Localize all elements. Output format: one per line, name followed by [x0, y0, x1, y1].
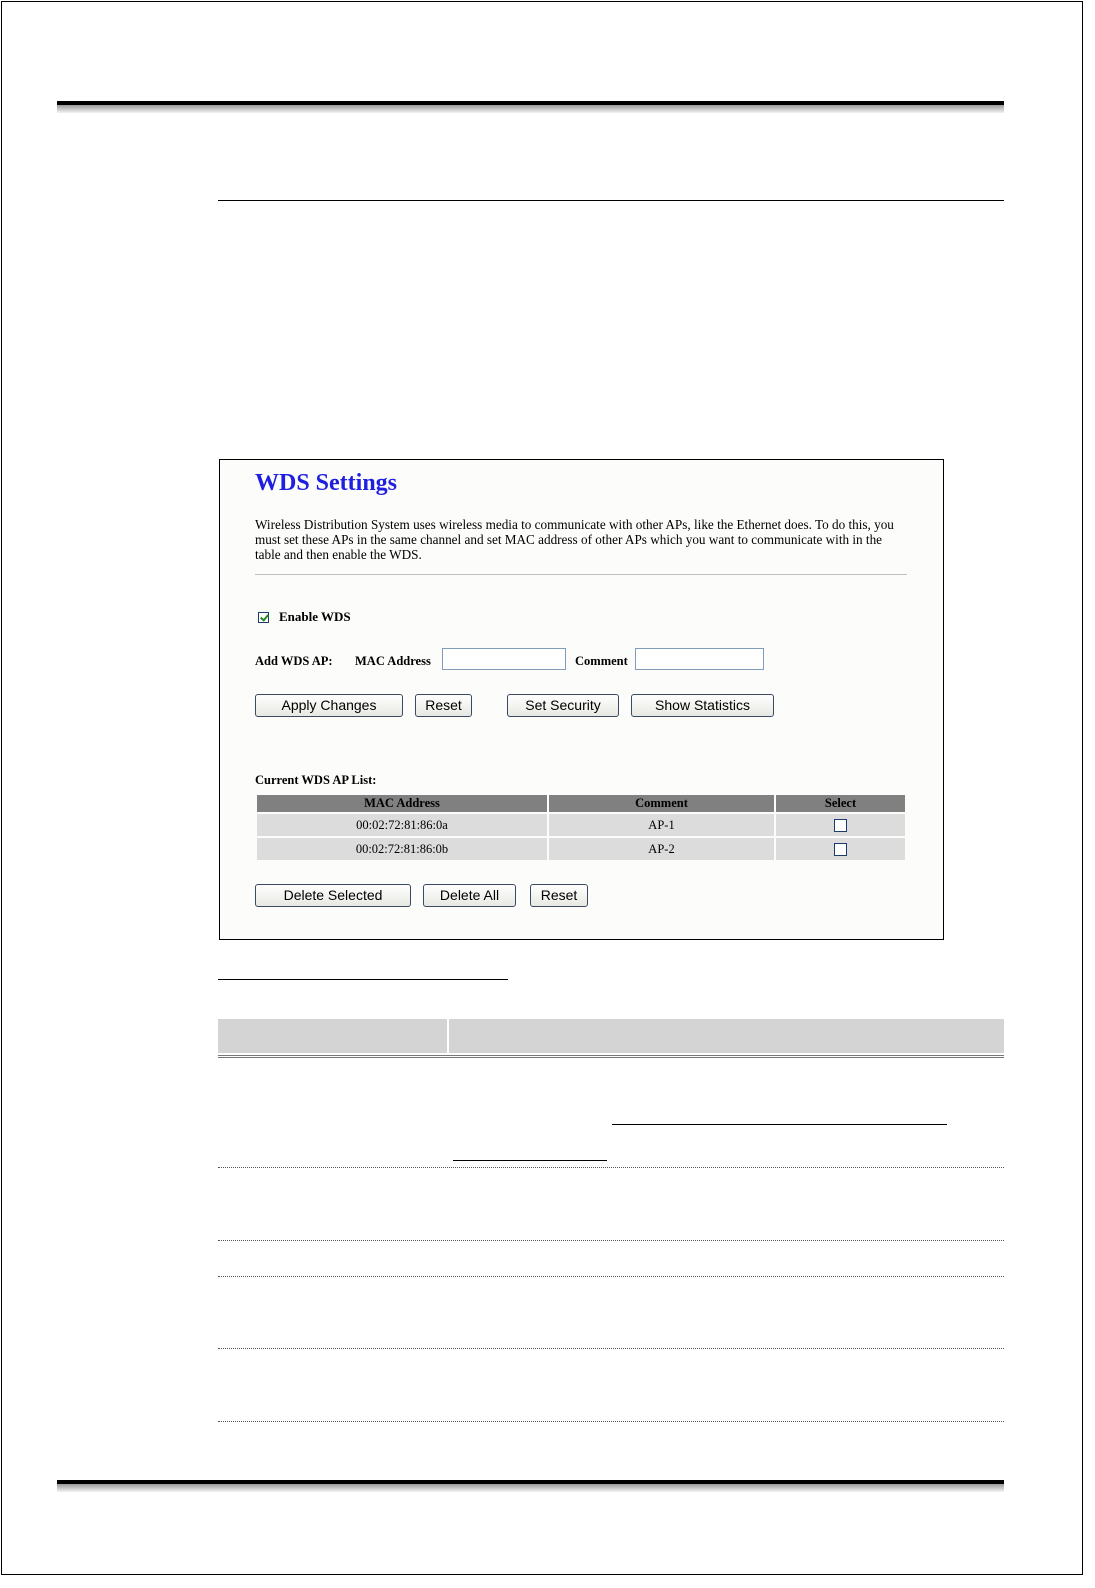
header-rule-shadow: [57, 105, 1004, 113]
footer-rule-shadow: [57, 1484, 1004, 1492]
add-wds-ap-row: [255, 648, 815, 672]
row-comment: AP-1: [549, 814, 774, 836]
mac-address-input[interactable]: [442, 648, 566, 670]
table-row-rule: [218, 1276, 1004, 1277]
row-comment: AP-2: [549, 838, 774, 860]
row-select-cell: [776, 838, 905, 860]
table-row-rule: [218, 1421, 1004, 1422]
set-security-button[interactable]: Set Security: [507, 694, 619, 717]
show-statistics-button[interactable]: Show Statistics: [631, 694, 774, 717]
wds-ap-table: [255, 793, 907, 862]
table-row-rule: [218, 1167, 1004, 1168]
current-wds-ap-list-label: Current WDS AP List:: [255, 773, 377, 787]
wds-settings-panel: [219, 459, 944, 940]
description-header-cell: [449, 1019, 1004, 1053]
comment-input[interactable]: [635, 648, 764, 670]
enable-wds-row: [258, 609, 351, 625]
row-mac-address: 00:02:72:81:86:0b: [257, 838, 547, 860]
column-header-comment: Comment: [549, 795, 774, 812]
row-select-cell: [776, 814, 905, 836]
table-header-row: [257, 795, 905, 812]
description-text: Wireless Distribution System uses wireless media to communicate with other APs, like the Ethernet does. To do this, you must set these APs in the same channel and set MAC address of other APs which you want to communicate with in the table and then enable the WDS.: [255, 517, 894, 562]
delete-all-button[interactable]: Delete All: [423, 884, 516, 907]
table-row-rule: [218, 1240, 1004, 1241]
parameter-table-header: [218, 1019, 1004, 1053]
column-header-mac: MAC Address: [257, 795, 547, 812]
panel-divider: [255, 574, 907, 575]
comment-label: Comment: [575, 654, 628, 668]
bottom-reset-button[interactable]: Reset: [530, 884, 588, 907]
table-row: [257, 838, 905, 860]
table-row: [257, 814, 905, 836]
parameter-header-cell: [218, 1019, 447, 1053]
reset-button[interactable]: Reset: [415, 694, 472, 717]
column-header-select: Select: [776, 795, 905, 812]
parameter-table-double-rule: [218, 1055, 1004, 1058]
section-rule: [218, 200, 1004, 201]
mac-address-label: MAC Address: [355, 654, 431, 668]
enable-wds-label: Enable WDS: [279, 609, 351, 624]
table-row-rule: [218, 1348, 1004, 1349]
page-title: WDS Settings: [255, 470, 398, 496]
apply-changes-button[interactable]: Apply Changes: [255, 694, 403, 717]
row-select-checkbox[interactable]: [834, 819, 847, 832]
reference-underline: [453, 1160, 607, 1161]
row-mac-address: 00:02:72:81:86:0a: [257, 814, 547, 836]
delete-selected-button[interactable]: Delete Selected: [255, 884, 411, 907]
add-wds-ap-label: Add WDS AP:: [255, 654, 333, 668]
enable-wds-checkbox[interactable]: [258, 612, 269, 623]
caption-underline: [218, 979, 508, 980]
reference-underline: [612, 1124, 947, 1125]
row-select-checkbox[interactable]: [834, 843, 847, 856]
